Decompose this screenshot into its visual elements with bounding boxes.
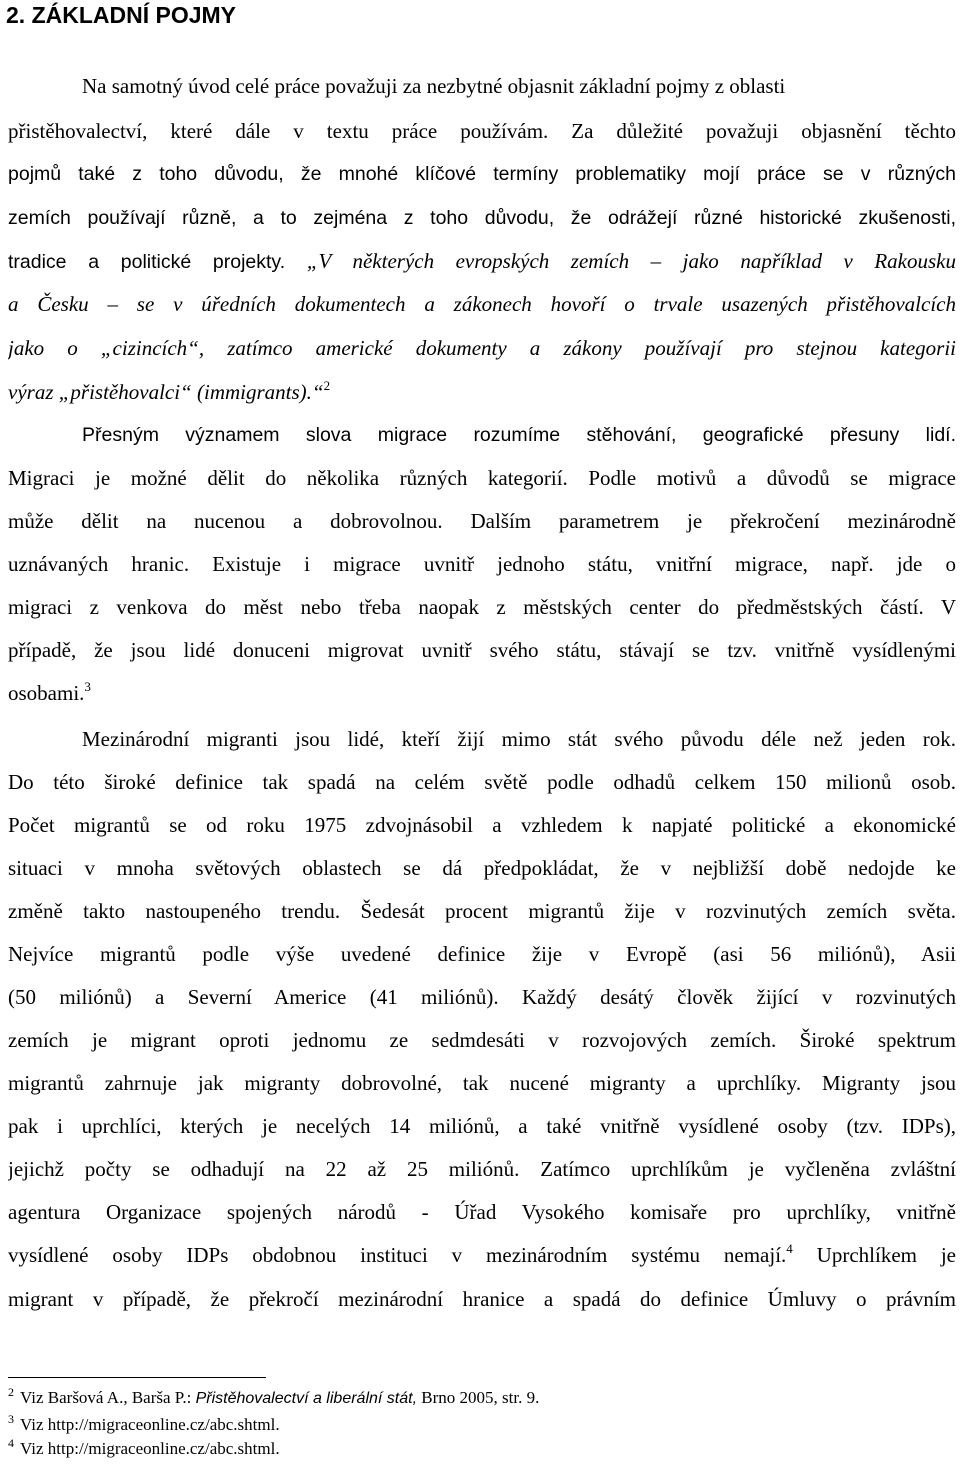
text-line: Mezinárodní migranti jsou lidé, kteří žijí mimo stát svého původu déle než jeden rok. (82, 727, 956, 751)
footnote-text: Viz Baršová A., Barša P.: (20, 1388, 196, 1407)
text-span: tradice a politické projekty. (8, 251, 307, 273)
text-line: agentura Organizace spojených národů - Úřad Vysokého komisaře pro uprchlíky, vnitřně (8, 1200, 956, 1224)
text-line: Na samotný úvod celé práce považuji za nezbytné objasnit základní pojmy z oblasti (82, 74, 786, 98)
text-line: (50 miliónů) a Severní Americe (41 miliónů). Každý desátý člověk žijící v rozvinutých (8, 985, 956, 1009)
footnote-ref[interactable]: 4 (786, 1241, 793, 1256)
text-line: Počet migrantů se od roku 1975 zdvojnásobil a vzhledem k napjaté politické a ekonomické (8, 813, 956, 837)
text-span: Uprchlíkem je (792, 1243, 956, 1267)
text-line: změně takto nastoupeného trendu. Šedesát procent migrantů žije v rozvinutých zemích světa. (8, 899, 956, 923)
text-span: vysídlené osoby IDPs obdobnou instituci v mezinárodním systému nemají. (8, 1243, 787, 1267)
footnote-book-title: Přistěhovalectví a liberální stát, (195, 1390, 418, 1407)
section-title: 2. ZÁKLADNÍ POJMY (6, 2, 237, 28)
text-line (8, 678, 956, 708)
text-line: Nejvíce migrantů podle výše uvedené definice žije v Evropě (asi 56 miliónů), Asii (8, 942, 956, 966)
footnote (8, 1414, 280, 1436)
footnote-text: Brno 2005, str. 9. (417, 1388, 540, 1407)
text-line: případě, že jsou lidé donuceni migrovat uvnitř svého státu, stávají se tzv. vnitřně vysídlenými (8, 638, 956, 662)
text-line: pak i uprchlíci, kterých je necelých 14 miliónů, a také vnitřně vysídlené osoby (tzv. IDPs), (8, 1114, 956, 1138)
text-line: může dělit na nucenou a dobrovolnou. Dalším parametrem je překročení mezinárodně (8, 509, 956, 533)
text-line: migraci z venkova do měst nebo třeba naopak z městských center do předměstských částí. V (8, 595, 956, 619)
text-line: Do této široké definice tak spadá na celém světě podle odhadů celkem 150 milionů osob. (8, 770, 956, 794)
text-line: přistěhovalectví, které dále v textu práce používám. Za důležité považuji objasnění těchto (8, 119, 956, 143)
text-line: migrant v případě, že překročí mezinárodní hranice a spadá do definice Úmluvy o právním (8, 1287, 956, 1311)
quote-span: výraz „přistěhovalci“ (immigrants).“ (8, 380, 324, 404)
quote-line: a Česku – se v úředních dokumentech a zákonech hovoří o trvale usazených přistěhovalcích (8, 292, 956, 316)
text-line: Přesným významem slova migrace rozumíme stěhování, geografické přesuny lidí. (82, 424, 956, 446)
text-line: migrantů zahrnuje jak migranty dobrovolné, tak nucené migranty a uprchlíky. Migranty jsou (8, 1071, 956, 1095)
text-line: Migraci je možné dělit do několika různých kategorií. Podle motivů a důvodů se migrace (8, 466, 956, 490)
text-line: zemích používají různě, a to zejména z toho důvodu, že odrážejí různé historické zkušenosti, (8, 207, 956, 229)
quote-line: jako o „cizincích“, zatímco americké dokumenty a zákony používají pro stejnou kategorii (8, 336, 956, 360)
text-span: osobami. (8, 681, 85, 705)
footnote-separator (8, 1377, 266, 1378)
quote-span: „V některých evropských zemích – jako například v Rakousku (306, 249, 956, 273)
footnote (8, 1438, 280, 1460)
text-line: situaci v mnoha světových oblastech se dá předpokládat, že v nejbližší době nedojde ke (8, 856, 956, 880)
text-line: zemích je migrant oproti jednomu ze sedmdesáti v rozvojových zemích. Široké spektrum (8, 1028, 956, 1052)
footnote-number: 2 (8, 1385, 14, 1399)
footnote-ref[interactable]: 2 (323, 378, 331, 393)
text-line: pojmů také z toho důvodu, že mnohé klíčové termíny problematiky mojí práce se v různých (8, 163, 956, 185)
footnote-ref[interactable]: 3 (84, 679, 91, 694)
footnote (8, 1387, 539, 1410)
footnote-number: 4 (8, 1436, 14, 1450)
text-line: jejichž počty se odhadují na 22 až 25 miliónů. Zatímco uprchlíkům je vyčleněna zvláštní (8, 1157, 956, 1181)
quote-line (8, 377, 956, 407)
footnote-link[interactable]: Viz http://migraceonline.cz/abc.shtml. (20, 1415, 280, 1434)
footnote-number: 3 (8, 1412, 14, 1426)
text-line (8, 246, 956, 276)
footnote-link[interactable]: Viz http://migraceonline.cz/abc.shtml. (20, 1439, 280, 1458)
text-line: uznávaných hranic. Existuje i migrace uvnitř jednoho státu, vnitřní migrace, např. jde o (8, 552, 956, 576)
text-line (8, 1240, 956, 1270)
